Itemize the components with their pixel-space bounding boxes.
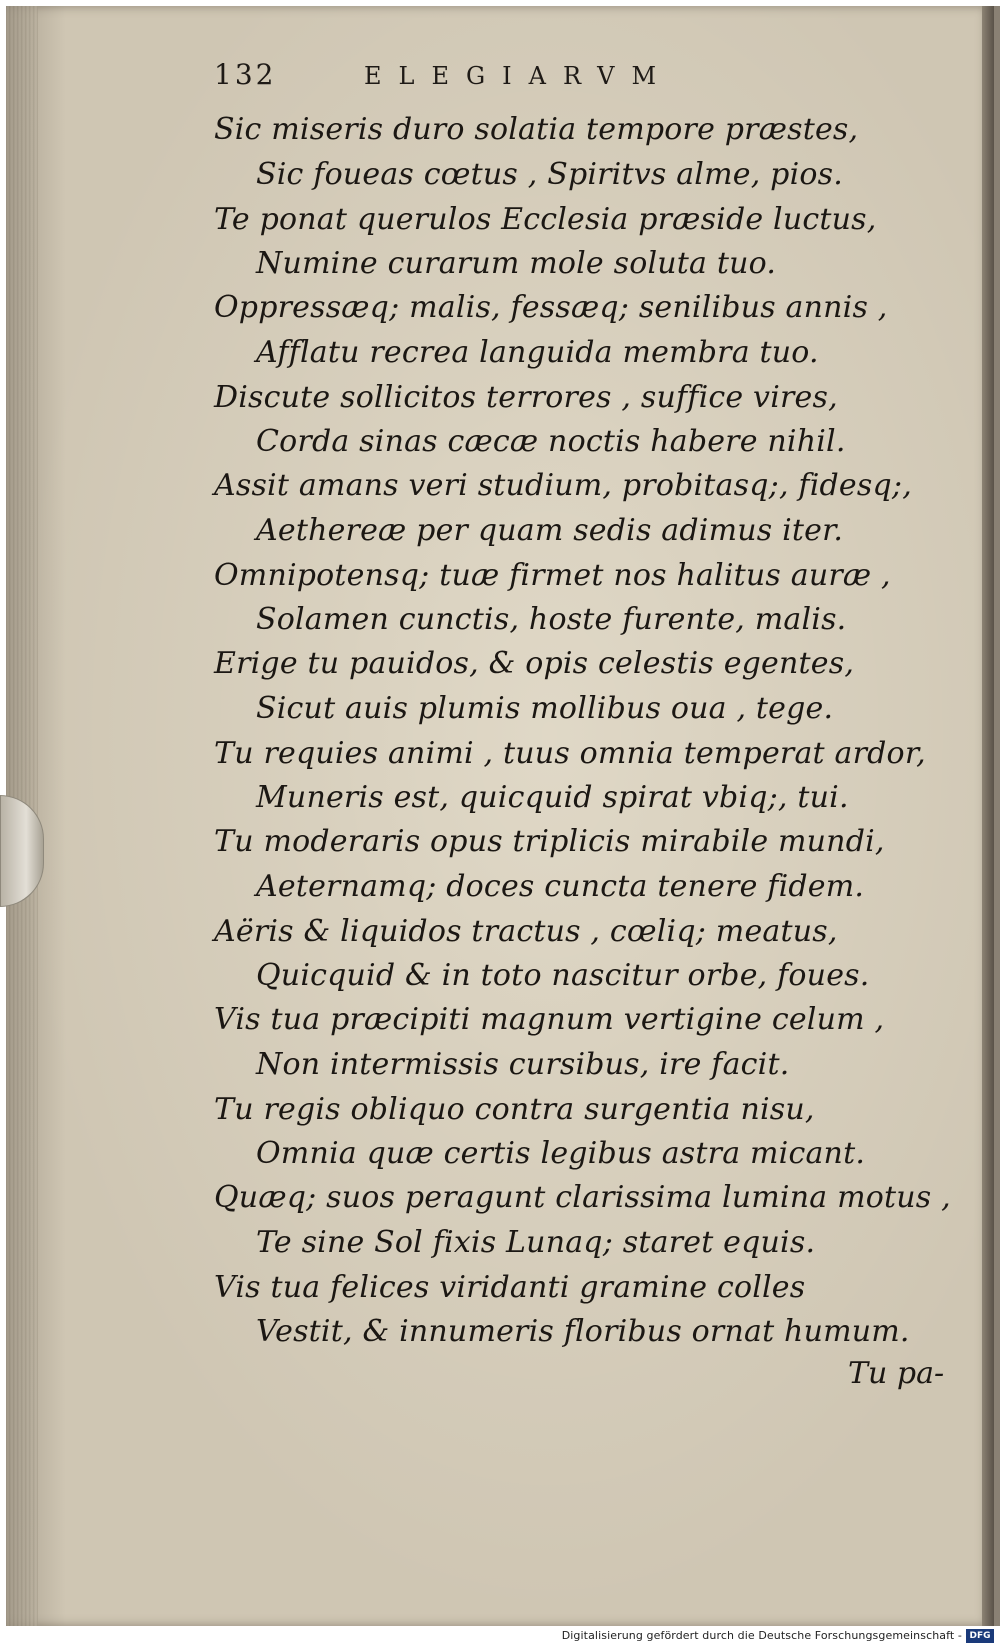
- verse-line: Solamen cunctis, hoste furente, malis.: [256, 602, 847, 637]
- verse-line: Numine curarum mole soluta tuo.: [256, 246, 777, 281]
- verse-line: Quæq; suos peragunt clarissima lumina motus ,: [214, 1180, 951, 1215]
- dfg-logo-icon: DFG: [966, 1629, 994, 1643]
- verse-line: Aeternamq; doces cuncta tenere fidem.: [256, 869, 865, 904]
- running-title: ELEGIARVM: [364, 62, 674, 90]
- verse-line: Vestit, & innumeris floribus ornat humum.: [256, 1314, 910, 1349]
- verse-line: Tu requies animi , tuus omnia temperat ardor,: [214, 736, 926, 771]
- verse-line: Sic miseris duro solatia tempore præstes,: [214, 112, 859, 147]
- verse-line: Erige tu pauidos, & opis celestis egentes,: [214, 646, 855, 681]
- verse-line: Assit amans veri studium, probitasq;, fidesq;,: [214, 468, 912, 503]
- verse-line: Afflatu recrea languida membra tuo.: [256, 335, 819, 370]
- verse-line: Omnia quæ certis legibus astra micant.: [256, 1136, 866, 1171]
- digitization-footer: [0, 1628, 1000, 1646]
- verse-line: Quicquid & in toto nascitur orbe, foues.: [256, 958, 870, 993]
- verse-line: Te sine Sol fixis Lunaq; staret equis.: [256, 1225, 816, 1260]
- verse-line: Oppressæq; malis, fessæq; senilibus annis ,: [214, 290, 888, 325]
- verse-line: Vis tua præcipiti magnum vertigine celum ,: [214, 1002, 885, 1037]
- verse-line: Tu moderaris opus triplicis mirabile mundi,: [214, 824, 885, 859]
- verse-line: Aëris & liquidos tractus , cœliq; meatus,: [214, 914, 838, 949]
- verse-line: Non intermissis cursibus, ire facit.: [256, 1047, 790, 1082]
- page-number: 132: [214, 58, 277, 91]
- footer-credit: Digitalisierung gefördert durch die Deutsche Forschungsgemeinschaft -: [561, 1629, 962, 1642]
- verse-line: Discute sollicitos terrores , suffice vires,: [214, 380, 838, 415]
- catchword: Tu pa-: [848, 1356, 945, 1391]
- verse-line: Sic foueas cœtus , Spiritvs alme, pios.: [256, 157, 843, 192]
- verse-line: Vis tua felices viridanti gramine colles: [214, 1270, 806, 1305]
- verse-line: Omnipotensq; tuæ firmet nos halitus auræ ,: [214, 558, 891, 593]
- verse-line: Te ponat querulos Ecclesia præside luctus,: [214, 202, 877, 237]
- verse-line: Muneris est, quicquid spirat vbiq;, tui.: [256, 780, 849, 815]
- verse-line: Aethereæ per quam sedis adimus iter.: [256, 513, 844, 548]
- verse-line: Tu regis obliquo contra surgentia nisu,: [214, 1092, 815, 1127]
- verse-line: Corda sinas cæcæ noctis habere nihil.: [256, 424, 846, 459]
- verse-line: Sicut auis plumis mollibus oua , tege.: [256, 691, 834, 726]
